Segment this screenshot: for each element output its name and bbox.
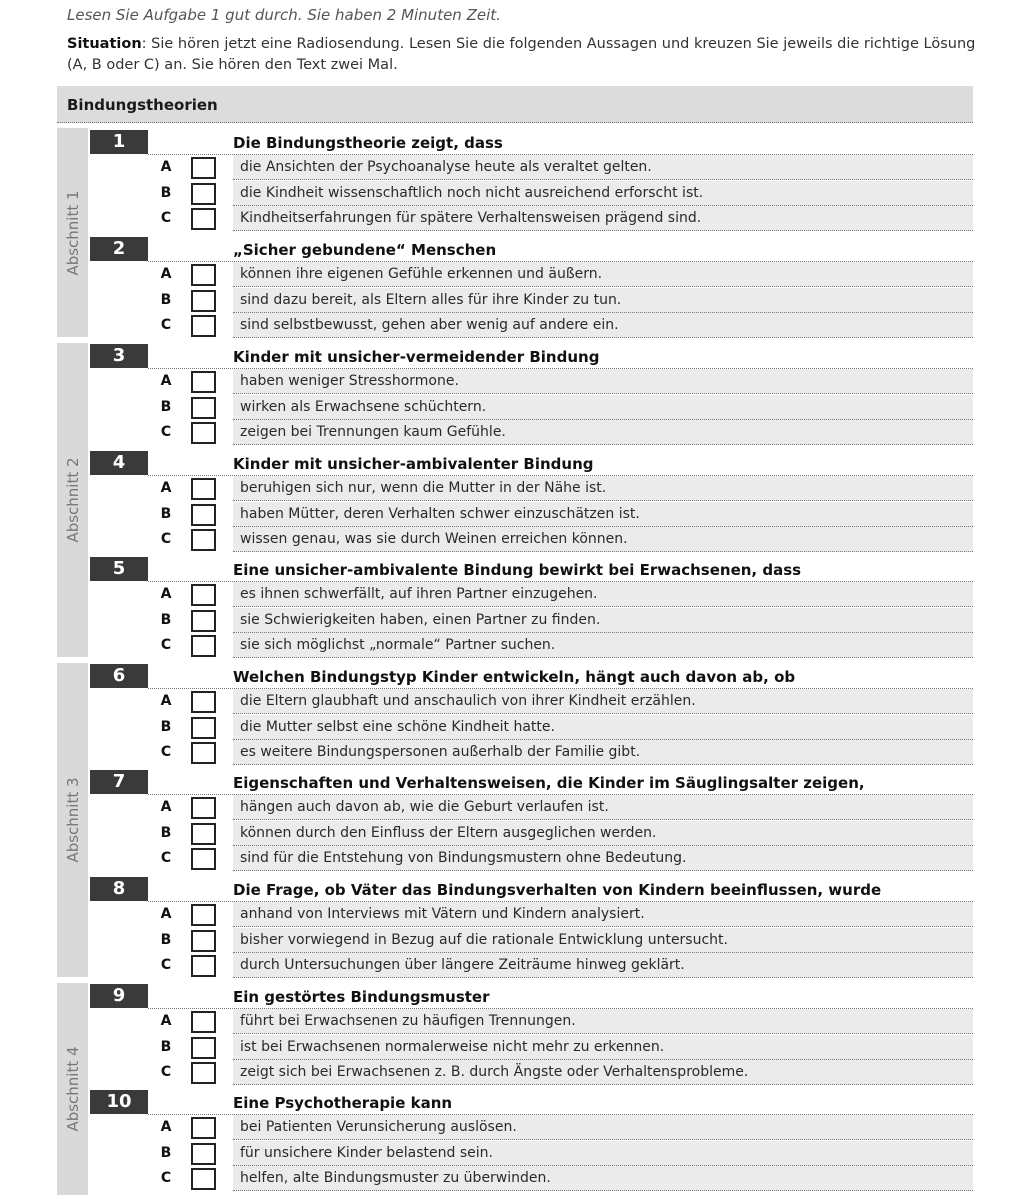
- option-text: für unsichere Kinder belastend sein.: [233, 1141, 973, 1166]
- option-text: ist bei Erwachsenen normalerweise nicht mehr zu erkennen.: [233, 1035, 973, 1060]
- question-item: [90, 557, 973, 663]
- option-letter: B: [160, 611, 172, 628]
- question-number: 7: [90, 770, 148, 794]
- option-letter: A: [160, 266, 172, 282]
- answer-checkbox[interactable]: [191, 183, 216, 205]
- question-text: Eine unsicher-ambivalente Bindung bewirkt bei Erwachsenen, dass: [233, 561, 802, 579]
- question-number: 10: [90, 1090, 148, 1114]
- option-text: bei Patienten Verunsicherung auslösen.: [233, 1115, 973, 1140]
- option-text: zeigt sich bei Erwachsenen z. B. durch Ängste oder Verhaltensprobleme.: [233, 1060, 973, 1085]
- option-text: die Eltern glaubhaft und anschaulich von ihrer Kindheit erzählen.: [233, 689, 973, 714]
- answer-option[interactable]: [90, 206, 973, 231]
- option-letter: A: [160, 373, 172, 389]
- option-text: Kindheitserfahrungen für spätere Verhaltensweisen prägend sind.: [233, 206, 973, 231]
- section-4: [57, 983, 88, 1195]
- option-letter: A: [160, 1119, 172, 1135]
- question-item: [90, 664, 973, 770]
- option-text: beruhigen sich nur, wenn die Mutter in der Nähe ist.: [233, 476, 973, 501]
- question-number: 4: [90, 451, 148, 475]
- option-text: die Ansichten der Psychoanalyse heute als veraltet gelten.: [233, 155, 973, 180]
- option-text: die Mutter selbst eine schöne Kindheit hatte.: [233, 715, 973, 740]
- question-item: [90, 770, 973, 876]
- option-text: können durch den Einfluss der Eltern ausgeglichen werden.: [233, 821, 973, 846]
- answer-checkbox[interactable]: [191, 691, 216, 713]
- option-letter: C: [160, 637, 172, 653]
- option-letter: B: [160, 1144, 172, 1161]
- answer-checkbox[interactable]: [191, 797, 216, 819]
- answer-checkbox[interactable]: [191, 742, 216, 764]
- question-item: [90, 130, 973, 236]
- situation-label: Situation: [67, 36, 142, 52]
- answer-checkbox[interactable]: [191, 584, 216, 606]
- option-text: führt bei Erwachsenen zu häufigen Trennungen.: [233, 1009, 973, 1034]
- question-item: [90, 877, 973, 983]
- answer-option[interactable]: [90, 395, 973, 420]
- answer-checkbox[interactable]: [191, 529, 216, 551]
- section-2: [57, 343, 88, 657]
- section-label: Abschnitt 3: [63, 777, 82, 863]
- option-letter: C: [160, 531, 172, 547]
- option-letter: A: [160, 693, 172, 709]
- answer-option[interactable]: [90, 1009, 973, 1034]
- answer-option[interactable]: [90, 821, 973, 846]
- question-number: 1: [90, 130, 148, 154]
- option-text: es ihnen schwerfällt, auf ihren Partner einzugehen.: [233, 582, 973, 607]
- section-1: [57, 128, 88, 337]
- option-text: sie sich möglichst „normale“ Partner suchen.: [233, 633, 973, 658]
- answer-option[interactable]: [90, 633, 973, 658]
- option-letter: C: [160, 957, 172, 973]
- answer-option[interactable]: [90, 181, 973, 206]
- question-text: Eigenschaften und Verhaltensweisen, die Kinder im Säuglingsalter zeigen,: [233, 774, 865, 792]
- answer-checkbox[interactable]: [191, 1062, 216, 1084]
- option-letter: C: [160, 1170, 172, 1186]
- answer-checkbox[interactable]: [191, 208, 216, 230]
- option-letter: A: [160, 586, 172, 602]
- option-letter: B: [160, 505, 172, 522]
- question-number: 6: [90, 664, 148, 688]
- option-text: helfen, alte Bindungsmuster zu überwinden.: [233, 1166, 973, 1191]
- answer-option[interactable]: [90, 715, 973, 740]
- option-letter: C: [160, 744, 172, 760]
- option-letter: B: [160, 184, 172, 201]
- answer-checkbox[interactable]: [191, 422, 216, 444]
- question-text: Welchen Bindungstyp Kinder entwickeln, hängt auch davon ab, ob: [233, 668, 796, 686]
- question-text: Die Bindungstheorie zeigt, dass: [233, 134, 503, 152]
- answer-checkbox[interactable]: [191, 478, 216, 500]
- answer-checkbox[interactable]: [191, 635, 216, 657]
- option-letter: C: [160, 424, 172, 440]
- option-text: können ihre eigenen Gefühle erkennen und äußern.: [233, 262, 973, 287]
- answer-option[interactable]: [90, 476, 973, 501]
- answer-checkbox[interactable]: [191, 371, 216, 393]
- option-text: haben weniger Stresshormone.: [233, 369, 973, 394]
- option-letter: B: [160, 1038, 172, 1055]
- option-text: bisher vorwiegend in Bezug auf die rationale Entwicklung untersucht.: [233, 928, 973, 953]
- option-text: sind selbstbewusst, gehen aber wenig auf andere ein.: [233, 313, 973, 338]
- answer-option[interactable]: [90, 953, 973, 978]
- option-letter: C: [160, 317, 172, 333]
- answer-checkbox[interactable]: [191, 823, 216, 845]
- answer-option[interactable]: [90, 1060, 973, 1085]
- option-letter: C: [160, 210, 172, 226]
- page-title: Bindungstheorien: [67, 96, 218, 114]
- section-label: Abschnitt 2: [63, 457, 82, 543]
- answer-option[interactable]: [90, 608, 973, 633]
- answer-option[interactable]: [90, 502, 973, 527]
- answer-option[interactable]: [90, 420, 973, 445]
- answer-checkbox[interactable]: [191, 930, 216, 952]
- question-text: Kinder mit unsicher-vermeidender Bindung: [233, 348, 600, 366]
- question-text: Ein gestörtes Bindungsmuster: [233, 988, 490, 1006]
- option-letter: B: [160, 718, 172, 735]
- answer-checkbox[interactable]: [191, 1011, 216, 1033]
- task-instruction: Lesen Sie Aufgabe 1 gut durch. Sie haben 2 Minuten Zeit.: [67, 6, 501, 24]
- question-item: [90, 451, 973, 557]
- question-item: [90, 984, 973, 1090]
- option-text: anhand von Interviews mit Vätern und Kindern analysiert.: [233, 902, 973, 927]
- option-text: zeigen bei Trennungen kaum Gefühle.: [233, 420, 973, 445]
- option-letter: A: [160, 159, 172, 175]
- answer-option[interactable]: [90, 689, 973, 714]
- question-item: [90, 237, 973, 343]
- answer-checkbox[interactable]: [191, 955, 216, 977]
- option-text: wirken als Erwachsene schüchtern.: [233, 395, 973, 420]
- answer-option[interactable]: [90, 155, 973, 180]
- option-letter: B: [160, 291, 172, 308]
- answer-checkbox[interactable]: [191, 1168, 216, 1190]
- question-item: [90, 1090, 973, 1196]
- answer-checkbox[interactable]: [191, 1117, 216, 1139]
- question-text: „Sicher gebundene“ Menschen: [233, 241, 497, 259]
- question-number: 8: [90, 877, 148, 901]
- question-text: Eine Psychotherapie kann: [233, 1094, 453, 1112]
- answer-checkbox[interactable]: [191, 157, 216, 179]
- situation-body: : Sie hören jetzt eine Radiosendung. Lesen Sie die folgenden Aussagen und kreuzen Sie jeweils die richtige Lösung (A, B oder C) an. Sie hören den Text zwei Mal.: [67, 36, 976, 73]
- situation-text: [67, 34, 982, 76]
- question-text: Die Frage, ob Väter das Bindungsverhalten von Kindern beeinflussen, wurde: [233, 881, 882, 899]
- option-text: haben Mütter, deren Verhalten schwer einzuschätzen ist.: [233, 502, 973, 527]
- answer-checkbox[interactable]: [191, 610, 216, 632]
- question-item: [90, 344, 973, 450]
- option-text: hängen auch davon ab, wie die Geburt verlaufen ist.: [233, 795, 973, 820]
- answer-option[interactable]: [90, 1166, 973, 1191]
- option-letter: C: [160, 1064, 172, 1080]
- option-text: die Kindheit wissenschaftlich noch nicht ausreichend erforscht ist.: [233, 181, 973, 206]
- answer-checkbox[interactable]: [191, 315, 216, 337]
- answer-checkbox[interactable]: [191, 848, 216, 870]
- answer-option[interactable]: [90, 288, 973, 313]
- answer-checkbox[interactable]: [191, 1143, 216, 1165]
- option-text: sind für die Entstehung von Bindungsmustern ohne Bedeutung.: [233, 846, 973, 871]
- title-bar: [57, 86, 973, 123]
- answer-option[interactable]: [90, 1141, 973, 1166]
- option-text: wissen genau, was sie durch Weinen erreichen können.: [233, 527, 973, 552]
- option-letter: C: [160, 850, 172, 866]
- section-label: Abschnitt 4: [63, 1046, 82, 1132]
- answer-option[interactable]: [90, 527, 973, 552]
- answer-checkbox[interactable]: [191, 1037, 216, 1059]
- answer-checkbox[interactable]: [191, 290, 216, 312]
- option-letter: A: [160, 1013, 172, 1029]
- answer-option[interactable]: [90, 795, 973, 820]
- answer-option[interactable]: [90, 928, 973, 953]
- section-3: [57, 663, 88, 977]
- question-number: 3: [90, 344, 148, 368]
- answer-option[interactable]: [90, 262, 973, 287]
- answer-checkbox[interactable]: [191, 397, 216, 419]
- option-letter: A: [160, 906, 172, 922]
- option-text: sind dazu bereit, als Eltern alles für ihre Kinder zu tun.: [233, 288, 973, 313]
- option-letter: B: [160, 398, 172, 415]
- answer-checkbox[interactable]: [191, 717, 216, 739]
- option-text: sie Schwierigkeiten haben, einen Partner zu finden.: [233, 608, 973, 633]
- answer-option[interactable]: [90, 582, 973, 607]
- answer-option[interactable]: [90, 369, 973, 394]
- option-letter: B: [160, 931, 172, 948]
- question-number: 9: [90, 984, 148, 1008]
- question-number: 5: [90, 557, 148, 581]
- answer-option[interactable]: [90, 1115, 973, 1140]
- answer-checkbox[interactable]: [191, 264, 216, 286]
- option-text: es weitere Bindungspersonen außerhalb der Familie gibt.: [233, 740, 973, 765]
- option-text: durch Untersuchungen über längere Zeiträume hinweg geklärt.: [233, 953, 973, 978]
- section-label: Abschnitt 1: [63, 189, 82, 276]
- question-number: 2: [90, 237, 148, 261]
- question-text: Kinder mit unsicher-ambivalenter Bindung: [233, 455, 594, 473]
- answer-option[interactable]: [90, 740, 973, 765]
- answer-option[interactable]: [90, 1035, 973, 1060]
- answer-checkbox[interactable]: [191, 904, 216, 926]
- option-letter: A: [160, 480, 172, 496]
- answer-option[interactable]: [90, 902, 973, 927]
- option-letter: B: [160, 824, 172, 841]
- answer-checkbox[interactable]: [191, 504, 216, 526]
- option-letter: A: [160, 799, 172, 815]
- answer-option[interactable]: [90, 313, 973, 338]
- answer-option[interactable]: [90, 846, 973, 871]
